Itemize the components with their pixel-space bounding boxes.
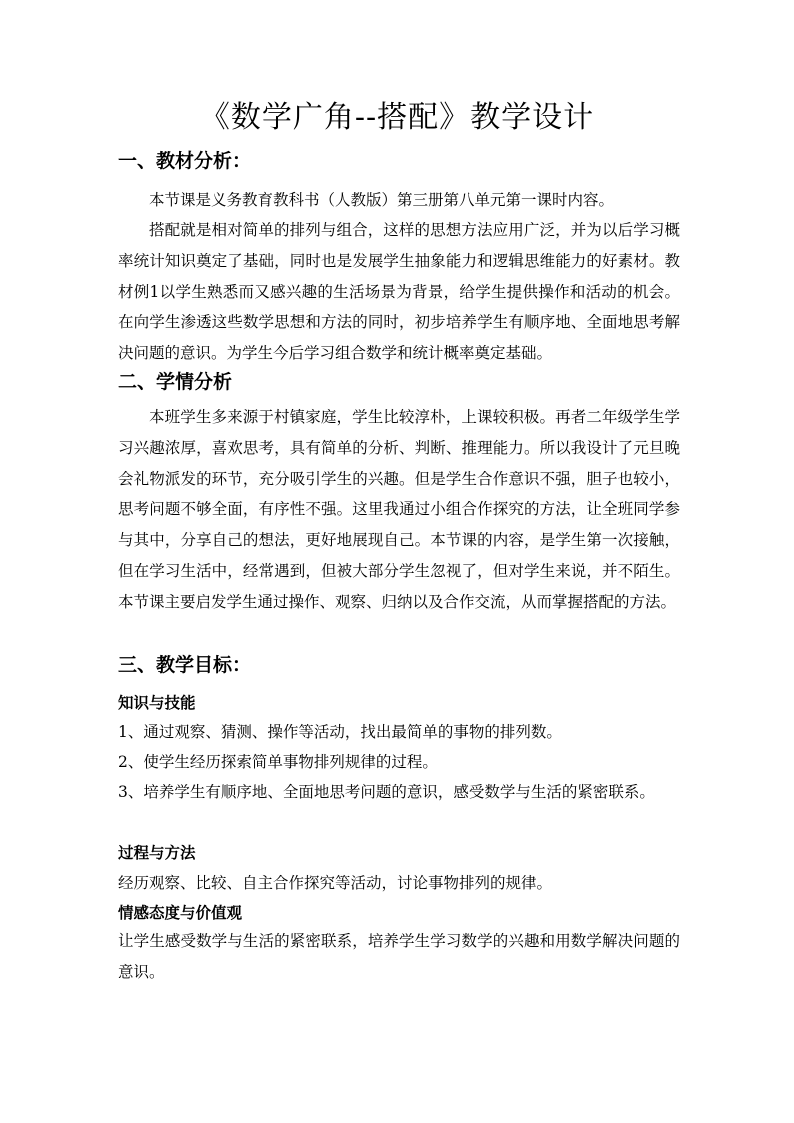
goal-knowledge-item-1: 1、通过观察、猜测、操作等活动，找出最简单的事物的排列数。 — [118, 723, 562, 741]
section-heading-student-analysis: 二、学情分析 — [118, 371, 233, 393]
goal-knowledge-item-3: 3、培养学生有顺序地、全面地思考问题的意识，感受数学与生活的紧密联系。 — [118, 783, 655, 801]
goal-emotion-text: 让学生感受数学与生活的紧密联系，培养学生学习数学的兴趣和用数学解决问题的意识。 — [118, 932, 680, 981]
section-heading-teaching-goals: 三、教学目标： — [118, 654, 252, 676]
goal-process-text: 经历观察、比较、自主合作探究等活动，讨论事物排列的规律。 — [118, 874, 553, 892]
paragraph-student-analysis: 本班学生多来源于村镇家庭，学生比较淳朴，上课较积极。再者二年级学生学习兴趣浓厚，喜欢思考，具有简单的分析、判断、推理能力。所以我设计了元旦晚会礼物派发的环节，充分吸引学生的兴趣。但是学生合作意识不强，胆子也较小，思考问题不够全面，有序性不强。这里我通过小组合作探究的方法，让全班同学参与其中，分享自己的想法，更好地展现自己。本节课的内容，是学生第一次接触，但在学习生活中，经常遇到，但被大部分学生忽视了，但对学生来说，并不陌生。本节课主要启发学生通过操作、观察、归纳以及合作交流，从而掌握搭配的方法。 — [118, 408, 680, 611]
section-heading-textbook-analysis: 一、教材分析： — [118, 150, 252, 172]
paragraph-textbook-intro: 本节课是义务教育教科书（人教版）第三册第八单元第一课时内容。 — [149, 191, 615, 209]
goal-knowledge-title: 知识与技能 — [118, 693, 196, 712]
document-title: 《数学广角--搭配》教学设计 — [199, 100, 595, 135]
paragraph-textbook-detail: 搭配就是相对简单的排列与组合，这样的思想方法应用广泛，并为以后学习概率统计知识奠定了基础，同时也是发展学生抽象能力和逻辑思维能力的好素材。教材例1以学生熟悉而又感兴趣的生活场景为背景，给学生提供操作和活动的机会。在向学生渗透这些数学思想和方法的同时，初步培养学生有顺序地、全面地思考解决问题的意识。为学生今后学习组合数学和统计概率奠定基础。 — [118, 221, 680, 363]
goal-process-title: 过程与方法 — [118, 843, 196, 862]
goal-knowledge-item-2: 2、使学生经历探索简单事物排列规律的过程。 — [118, 753, 438, 771]
goal-emotion-title: 情感态度与价值观 — [118, 903, 243, 922]
